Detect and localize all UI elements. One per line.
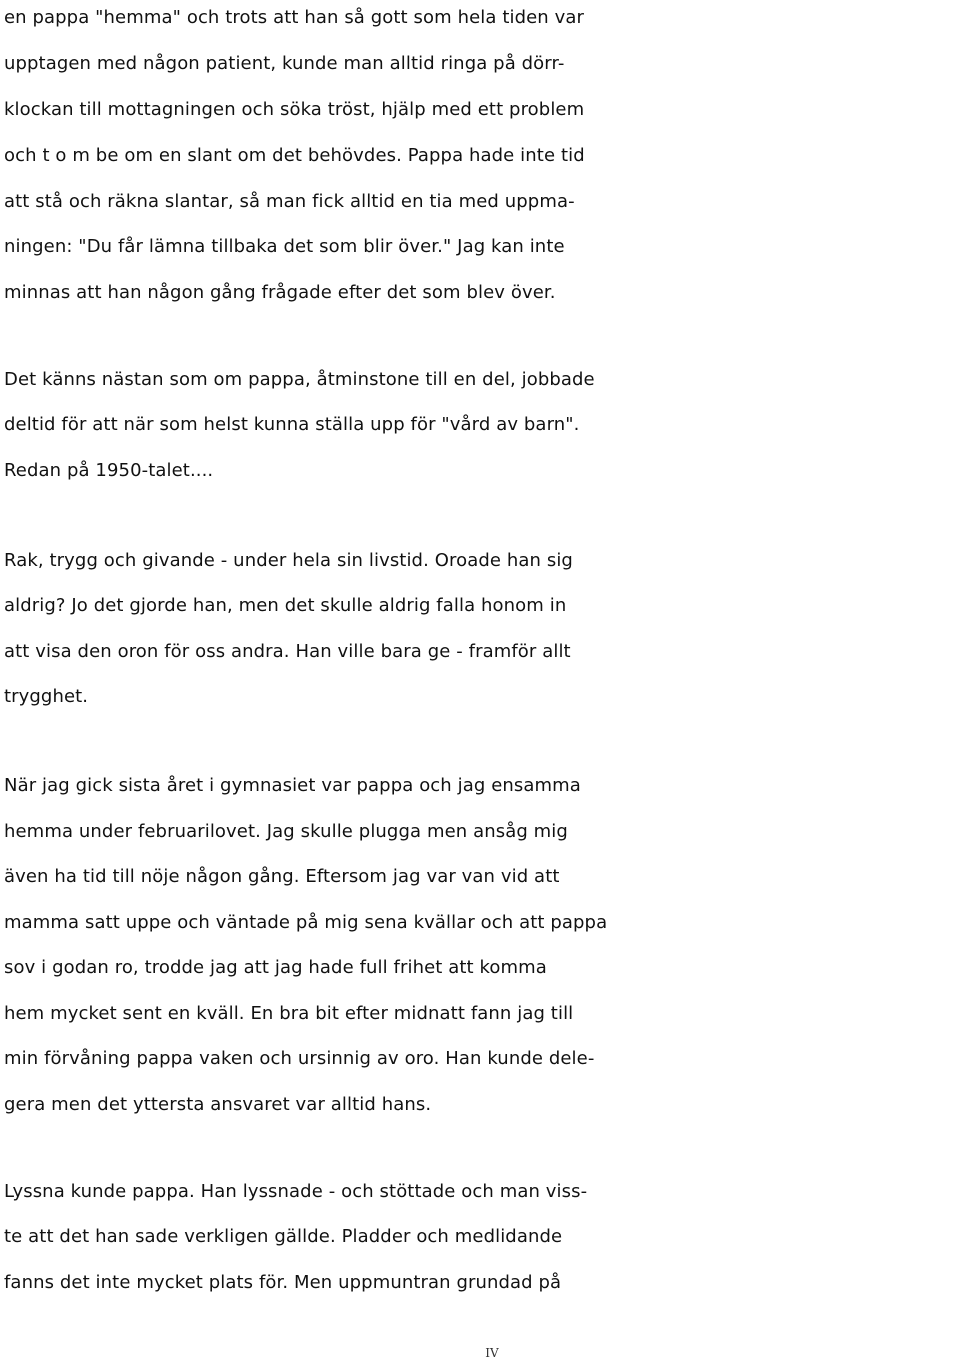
paragraph-3 [4, 538, 960, 720]
text-line: klockan till mottagningen och söka tröst, hjälp med ett problem [4, 98, 585, 120]
paragraph-2 [4, 357, 960, 493]
text-line: hem mycket sent en kväll. En bra bit efter midnatt fann jag till [4, 1002, 574, 1024]
text-line: och t o m be om en slant om det behövdes. Pappa hade inte tid [4, 144, 585, 166]
text-line: en pappa "hemma" och trots att han så gott som hela tiden var [4, 7, 584, 28]
text-line: fanns det inte mycket plats för. Men uppmuntran grundad på [4, 1271, 562, 1293]
text-line: hemma under februarilovet. Jag skulle plugga men ansåg mig [4, 820, 568, 842]
text-line: Redan på 1950-talet.... [4, 459, 214, 481]
text-line: aldrig? Jo det gjorde han, men det skulle aldrig falla honom in [4, 595, 567, 617]
text-line: När jag gick sista året i gymnasiet var pappa och jag ensamma [4, 775, 581, 796]
text-line: te att det han sade verkligen gällde. Pladder och medlidande [4, 1226, 563, 1248]
text-line: även ha tid till nöje någon gång. Eftersom jag var van vid att [4, 866, 560, 887]
text-line: deltid för att när som helst kunna ställa upp för "vård av barn". [4, 414, 580, 436]
page-number: IV [485, 1346, 499, 1360]
paragraph-5 [4, 1169, 960, 1305]
paragraph-1 [4, 0, 960, 316]
text-line: min förvåning pappa vaken och ursinnig av oro. Han kunde dele- [4, 1048, 595, 1069]
text-line: att visa den oron för oss andra. Han ville bara ge - framför allt [4, 640, 571, 662]
paragraph-4 [4, 763, 960, 1127]
text-line: sov i godan ro, trodde jag att jag hade full frihet att komma [4, 957, 547, 978]
text-line: Rak, trygg och givande - under hela sin livstid. Oroade han sig [4, 550, 573, 571]
text-line: att stå och räkna slantar, så man fick alltid en tia med uppma- [4, 190, 575, 212]
text-line: gera men det yttersta ansvaret var alltid hans. [4, 1093, 432, 1115]
text-line: upptagen med någon patient, kunde man alltid ringa på dörr- [4, 52, 565, 74]
text-line: trygghet. [4, 686, 89, 708]
text-line: ningen: "Du får lämna tillbaka det som blir över." Jag kan inte [4, 236, 565, 258]
text-line: Det känns nästan som om pappa, åtminstone till en del, jobbade [4, 369, 595, 390]
document-page [4, 0, 960, 1361]
text-line: minnas att han någon gång frågade efter det som blev över. [4, 282, 556, 304]
text-line: Lyssna kunde pappa. Han lyssnade - och stöttade och man viss- [4, 1181, 588, 1202]
text-line: mamma satt uppe och väntade på mig sena kvällar och att pappa [4, 911, 608, 933]
